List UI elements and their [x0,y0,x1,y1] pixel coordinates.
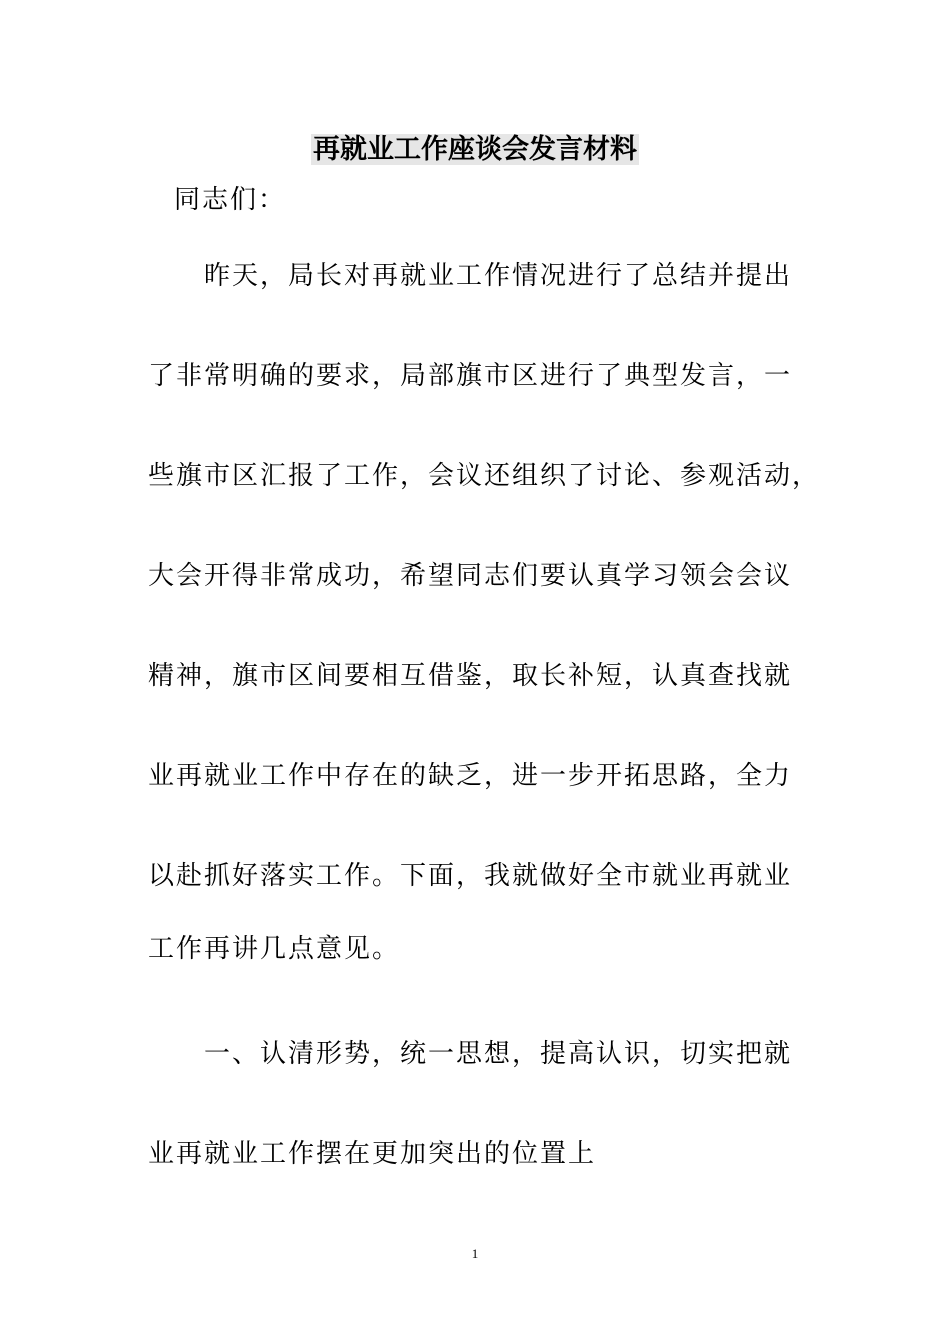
section-heading-line-1: 一、认清形势，统一思想，提高认识，切实把就 [204,1039,793,1069]
body-line-7: 以赴抓好落实工作。下面，我就做好全市就业再就业 [148,861,793,891]
page-number: 1 [471,1246,479,1261]
document-title-text: 再就业工作座谈会发言材料 [313,134,637,165]
body-line-4: 大会开得非常成功，希望同志们要认真学习领会会议 [148,561,793,591]
section-heading-line-2: 业再就业工作摆在更加突出的位置上 [148,1139,597,1169]
body-line-8: 工作再讲几点意见。 [148,934,401,964]
body-line-1: 昨天，局长对再就业工作情况进行了总结并提出 [204,261,793,291]
body-line-6: 业再就业工作中存在的缺乏，进一步开拓思路，全力 [148,761,793,791]
body-line-5: 精神，旗市区间要相互借鉴，取长补短，认真查找就 [148,661,793,691]
body-line-2: 了非常明确的要求，局部旗市区进行了典型发言，一 [148,361,793,391]
body-line-3: 些旗市区汇报了工作，会议还组织了讨论、参观活动， [148,461,821,491]
salutation: 同志们： [174,185,287,215]
document-title [0,130,950,170]
